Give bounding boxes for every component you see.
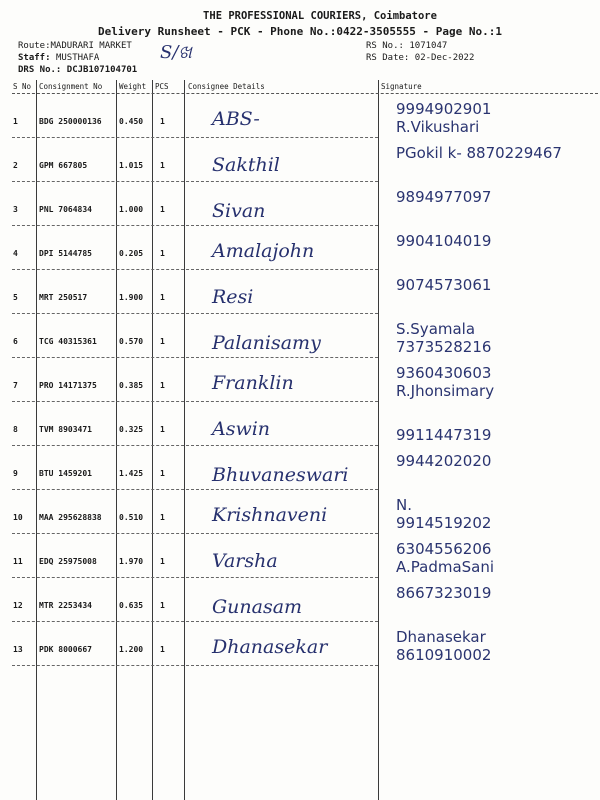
rs-no-label: RS No.:: [366, 41, 404, 51]
drs-line: [18, 64, 137, 76]
row-sno: 7: [13, 381, 18, 390]
row-consignment-no: MAA 295628838: [39, 513, 102, 522]
row-pcs: 1: [160, 425, 165, 434]
table-row: [12, 270, 598, 314]
row-weight: 0.450: [119, 117, 144, 126]
row-consignment-no: PDK 8000667: [39, 645, 92, 654]
row-signature-line2: 7373528216: [396, 338, 492, 356]
row-weight: 1.015: [119, 161, 144, 170]
drs-value: DCJB107104701: [66, 65, 138, 75]
row-sno: 8: [13, 425, 18, 434]
row-consignee-handwritten: Dhanasekar: [212, 636, 328, 658]
row-sno: 10: [13, 513, 23, 522]
row-consignee-handwritten: Aswin: [212, 418, 271, 440]
row-signature-line1: S.Syamala: [396, 320, 476, 338]
table-row: [12, 402, 598, 446]
row-signature-line1: 8667323019: [396, 584, 492, 602]
row-consignment-no: EDQ 25975008: [39, 557, 97, 566]
row-signature-line2: R.Jhonsimary: [396, 382, 495, 400]
table-row: [12, 622, 598, 666]
row-consignee-handwritten: Amalajohn: [212, 240, 315, 262]
col-header-sno: S No: [13, 82, 32, 91]
row-weight: 0.570: [119, 337, 144, 346]
row-consignee-handwritten: Franklin: [212, 372, 294, 394]
table-row: [12, 182, 598, 226]
table-row: [12, 94, 598, 138]
table-row: [12, 226, 598, 270]
row-signature-line1: Dhanasekar: [396, 628, 486, 646]
row-weight: 0.510: [119, 513, 144, 522]
row-consignee-handwritten: Varsha: [212, 550, 278, 572]
row-sno: 3: [13, 205, 18, 214]
route-value: MADURARI MARKET: [50, 41, 132, 51]
row-weight: 0.325: [119, 425, 144, 434]
row-signature-line2: 9914519202: [396, 514, 492, 532]
table-row: [12, 446, 598, 490]
row-pcs: 1: [160, 205, 165, 214]
table-row: [12, 578, 598, 622]
rs-date-label: RS Date:: [366, 53, 410, 63]
row-consignment-no: BTU 1459201: [39, 469, 92, 478]
row-signature-line1: 9994902901: [396, 100, 492, 118]
table-row: [12, 314, 598, 358]
row-sno: 2: [13, 161, 18, 170]
col-header-weight: Weight: [119, 82, 147, 91]
row-pcs: 1: [160, 645, 165, 654]
route-line: [18, 40, 132, 52]
staff-label: Staff:: [18, 53, 51, 63]
row-pcs: 1: [160, 337, 165, 346]
table-row: [12, 138, 598, 182]
row-signature-line1: 9894977097: [396, 188, 492, 206]
row-sno: 9: [13, 469, 18, 478]
row-sno: 5: [13, 293, 18, 302]
col-header-pcs: PCS: [155, 82, 169, 91]
row-signature-line1: PGokil k- 8870229467: [396, 144, 562, 162]
drs-label: DRS No.:: [18, 65, 62, 75]
row-signature-line1: 9074573061: [396, 276, 492, 294]
row-consignee-handwritten: ABS-: [212, 108, 260, 130]
row-weight: 0.635: [119, 601, 144, 610]
row-consignment-no: PNL 7064834: [39, 205, 92, 214]
row-weight: 0.205: [119, 249, 144, 258]
row-pcs: 1: [160, 117, 165, 126]
row-consignment-no: BDG 250000136: [39, 117, 102, 126]
row-consignment-no: MRT 250517: [39, 293, 88, 302]
row-weight: 0.385: [119, 381, 144, 390]
rs-date-line: [366, 52, 474, 64]
runsheet-title: Delivery Runsheet - PCK - Phone No.:0422-3505555 - Page No.:1: [98, 25, 502, 38]
row-weight: 1.425: [119, 469, 144, 478]
row-pcs: 1: [160, 601, 165, 610]
row-signature-line1: N.: [396, 496, 412, 514]
table-row: [12, 358, 598, 402]
row-signature-line2: A.PadmaSani: [396, 558, 495, 576]
row-signature-line1: 9360430603: [396, 364, 492, 382]
row-consignee-handwritten: Resi: [212, 286, 254, 308]
col-header-consignee: Consignee Details: [188, 82, 265, 91]
row-pcs: 1: [160, 293, 165, 302]
row-pcs: 1: [160, 249, 165, 258]
row-consignee-handwritten: Sivan: [212, 200, 266, 222]
row-pcs: 1: [160, 513, 165, 522]
table-row: [12, 534, 598, 578]
row-sno: 11: [13, 557, 23, 566]
row-sno: 4: [13, 249, 18, 258]
rs-no-line: [366, 40, 447, 52]
row-weight: 1.200: [119, 645, 144, 654]
runsheet-table: [12, 80, 598, 800]
row-pcs: 1: [160, 161, 165, 170]
row-consignee-handwritten: Sakthil: [212, 154, 280, 176]
row-consignment-no: MTR 2253434: [39, 601, 92, 610]
row-sno: 12: [13, 601, 23, 610]
row-weight: 1.900: [119, 293, 144, 302]
row-signature-line2: 8610910002: [396, 646, 492, 664]
row-pcs: 1: [160, 557, 165, 566]
row-separator: [12, 665, 378, 666]
row-weight: 1.970: [119, 557, 144, 566]
row-signature-line1: 6304556206: [396, 540, 492, 558]
row-consignment-no: TVM 8903471: [39, 425, 92, 434]
row-consignment-no: PRO 14171375: [39, 381, 97, 390]
col-header-consignment: Consignment No: [39, 82, 103, 91]
row-consignment-no: DPI 5144785: [39, 249, 92, 258]
company-title: THE PROFESSIONAL COURIERS, Coimbatore: [203, 10, 437, 22]
rs-no-value: 1071047: [409, 41, 448, 51]
col-header-signature: Signature: [381, 82, 422, 91]
row-consignee-handwritten: Palanisamy: [212, 332, 321, 354]
staff-value: MUSTHAFA: [55, 53, 100, 63]
row-consignment-no: TCG 40315361: [39, 337, 97, 346]
row-signature-line1: 9904104019: [396, 232, 492, 250]
row-weight: 1.000: [119, 205, 144, 214]
row-signature-line1: 9944202020: [396, 452, 492, 470]
row-sno: 6: [13, 337, 18, 346]
row-consignee-handwritten: Bhuvaneswari: [212, 464, 349, 486]
row-sno: 1: [13, 117, 18, 126]
row-signature-line2: 9911447319: [396, 426, 492, 444]
row-pcs: 1: [160, 381, 165, 390]
row-consignee-handwritten: Gunasam: [212, 596, 303, 618]
route-label: Route:: [18, 41, 51, 51]
staff-line: [18, 52, 99, 64]
rs-date-value: 02-Dec-2022: [414, 53, 475, 63]
row-pcs: 1: [160, 469, 165, 478]
table-row: [12, 490, 598, 534]
row-consignment-no: GPM 667805: [39, 161, 88, 170]
row-consignee-handwritten: Krishnaveni: [212, 504, 328, 526]
row-sno: 13: [13, 645, 23, 654]
handwritten-mark: S/ଖ: [160, 42, 192, 63]
row-signature-line2: R.Vikushari: [396, 118, 480, 136]
